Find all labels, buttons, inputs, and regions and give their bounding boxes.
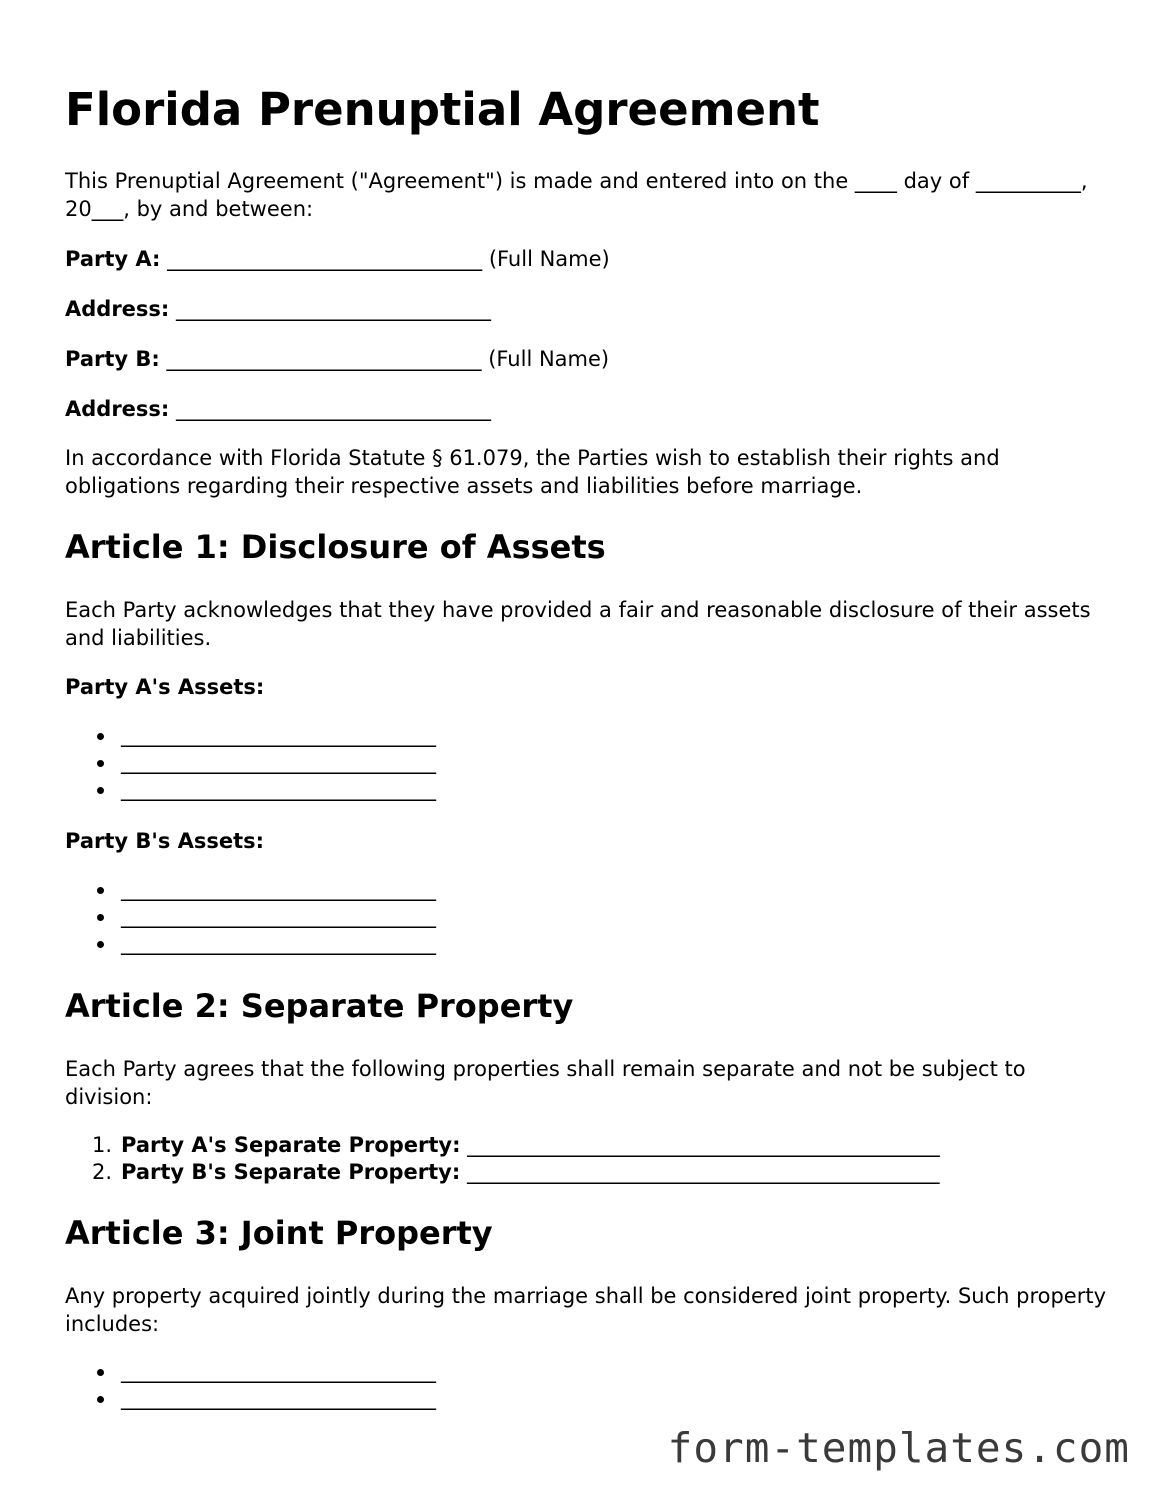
article-2-heading: Article 2: Separate Property xyxy=(65,987,574,1025)
bullet-icon xyxy=(97,787,104,794)
party-b-separate-blank[interactable]: _____________________________________________ xyxy=(466,1160,940,1184)
list-item[interactable]: ______________________________ xyxy=(65,876,436,903)
party-b-address-field xyxy=(65,395,491,423)
party-b-assets-list xyxy=(65,876,436,957)
party-a-assets-list xyxy=(65,722,436,803)
separate-property-list xyxy=(65,1132,940,1186)
article-1-heading: Article 1: Disclosure of Assets xyxy=(65,528,606,566)
party-a-address-blank[interactable]: ______________________________ xyxy=(176,297,492,321)
bullet-icon xyxy=(97,914,104,921)
list-item[interactable]: ______________________________ xyxy=(65,903,436,930)
party-a-separate-label: Party A's Separate Property: xyxy=(121,1133,461,1157)
list-item[interactable]: ______________________________ xyxy=(65,930,436,957)
joint-property-list xyxy=(65,1358,436,1412)
list-item[interactable]: ______________________________ xyxy=(65,1385,436,1412)
intro-paragraph: This Prenuptial Agreement ("Agreement") is made and entered into on the ____ day of __________, 20___, by and between: xyxy=(65,169,1088,221)
party-a-name-blank[interactable]: ______________________________ xyxy=(167,247,483,271)
party-b-assets-label: Party B's Assets: xyxy=(65,829,265,853)
list-item[interactable]: ______________________________ xyxy=(65,1358,436,1385)
party-a-address-label: Address: xyxy=(65,297,170,321)
bullet-icon xyxy=(97,1396,104,1403)
party-a-field xyxy=(65,245,610,273)
party-b-field xyxy=(65,345,609,373)
article-2-text: Each Party agrees that the following properties shall remain separate and not be subject to division: xyxy=(65,1057,1026,1109)
list-item[interactable]: ______________________________ xyxy=(65,722,436,749)
party-a-separate-blank[interactable]: _____________________________________________ xyxy=(467,1133,940,1157)
bullet-icon xyxy=(97,887,104,894)
list-item[interactable]: 1. Party A's Separate Property: _____________________________________________ xyxy=(92,1133,940,1157)
bullet-icon xyxy=(97,1369,104,1376)
bullet-icon xyxy=(97,941,104,948)
article-1-text: Each Party acknowledges that they have provided a fair and reasonable disclosure of their assets and liabilities. xyxy=(65,598,1091,650)
article-3-text: Any property acquired jointly during the marriage shall be considered joint property. Such property includes: xyxy=(65,1284,1107,1336)
list-item[interactable]: 2. Party B's Separate Property: _____________________________________________ xyxy=(92,1160,940,1184)
party-b-label: Party B: xyxy=(65,347,160,371)
party-a-address-field xyxy=(65,295,491,323)
watermark: form-templates.com xyxy=(667,1424,1130,1472)
party-b-note: (Full Name) xyxy=(488,347,610,371)
party-a-label: Party A: xyxy=(65,247,161,271)
list-item[interactable]: ______________________________ xyxy=(65,776,436,803)
party-b-separate-label: Party B's Separate Property: xyxy=(121,1160,461,1184)
article-3-heading: Article 3: Joint Property xyxy=(65,1214,493,1252)
list-item[interactable]: ______________________________ xyxy=(65,749,436,776)
bullet-icon xyxy=(97,733,104,740)
party-b-address-blank[interactable]: ______________________________ xyxy=(176,397,492,421)
bullet-icon xyxy=(97,760,104,767)
party-a-note: (Full Name) xyxy=(488,247,610,271)
party-b-name-blank[interactable]: ______________________________ xyxy=(166,347,482,371)
party-b-address-label: Address: xyxy=(65,397,170,421)
document-title: Florida Prenuptial Agreement xyxy=(65,83,820,136)
party-a-assets-label: Party A's Assets: xyxy=(65,675,265,699)
statute-paragraph: In accordance with Florida Statute § 61.079, the Parties wish to establish their rights and obligations regarding their respective assets and liabilities before marriage. xyxy=(65,446,1000,498)
